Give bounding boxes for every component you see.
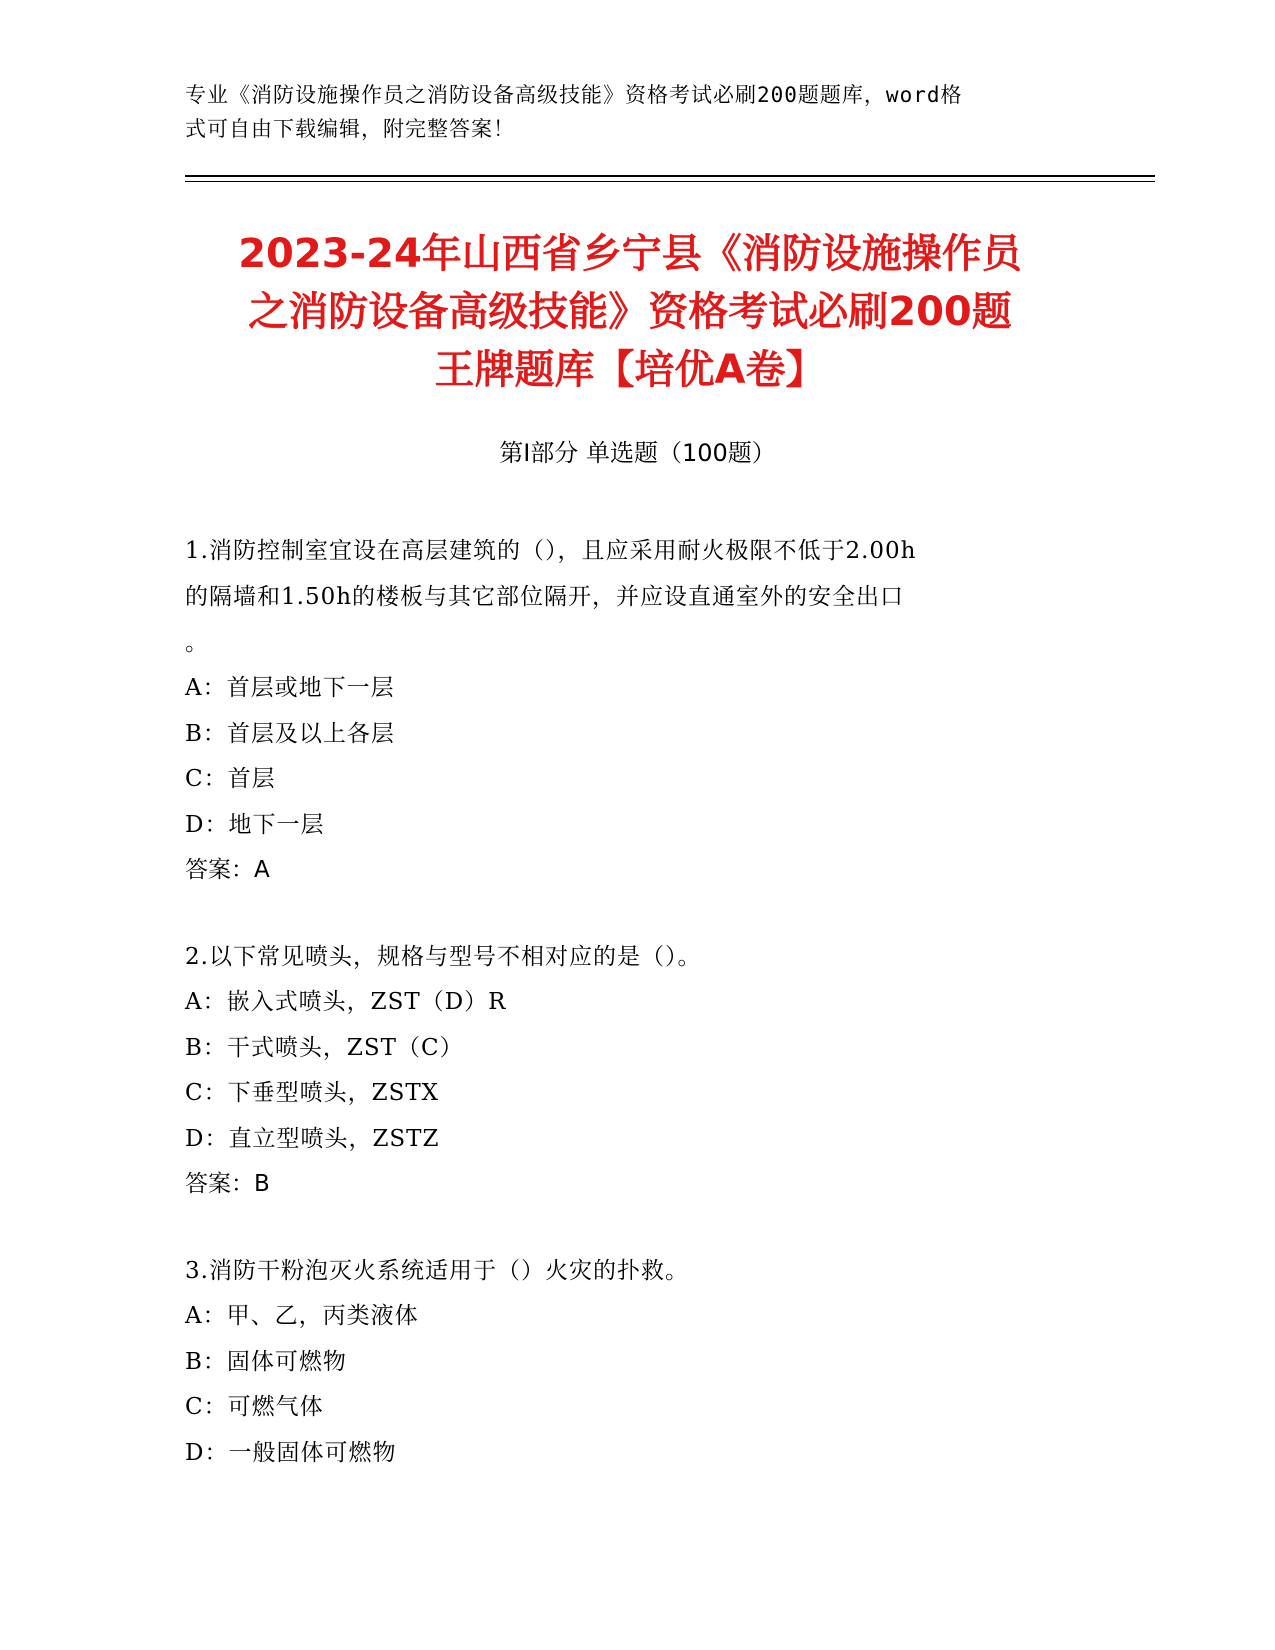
option-d: D：地下一层 [185, 811, 325, 838]
header-divider-thin [185, 181, 1155, 182]
option-d: D：一般固体可燃物 [185, 1439, 397, 1466]
document-title-line-1: 2023-24年山西省乡宁县《消防设施操作员 [238, 231, 1022, 277]
question-stem-line: 2.以下常见喷头，规格与型号不相对应的是（）。 [185, 944, 702, 970]
header-note-line-2: 式可自由下载编辑，附完整答案！ [185, 117, 515, 141]
question-stem-line: 3.消防干粉泡灭火系统适用于（）火灾的扑救。 [185, 1258, 689, 1284]
option-d: D：直立型喷头，ZSTZ [185, 1125, 440, 1152]
option-b: B：首层及以上各层 [185, 720, 395, 747]
option-b: B：固体可燃物 [185, 1348, 347, 1375]
answer: 答案：A [185, 857, 270, 883]
document-title-line-2: 之消防设备高级技能》资格考试必刷200题 [248, 289, 1012, 335]
option-c: C：首层 [185, 766, 276, 792]
section-title: 第I部分 单选题（100题） [499, 439, 776, 467]
answer: 答案：B [185, 1171, 270, 1197]
option-c: C：下垂型喷头，ZSTX [185, 1080, 440, 1106]
question-1 [185, 528, 1085, 892]
question-3 [185, 1248, 1085, 1476]
header-note [185, 78, 1085, 146]
question-stem-line: 1.消防控制室宜设在高层建筑的（），且应采用耐火极限不低于2.00h [185, 538, 917, 564]
option-c: C：可燃气体 [185, 1394, 324, 1420]
option-a: A：甲、乙，丙类液体 [185, 1303, 419, 1329]
header-note-line-1: 专业《消防设施操作员之消防设备高级技能》资格考试必刷200题题库，word格 [185, 83, 963, 107]
document-title-line-3: 王牌题库【培优A卷】 [434, 347, 826, 393]
question-2 [185, 934, 1085, 1206]
question-stem-line: 。 [185, 630, 209, 656]
header-divider-thick [185, 175, 1155, 177]
document-title [170, 225, 1090, 399]
question-list [185, 528, 1085, 1518]
option-b: B：干式喷头，ZST（C） [185, 1034, 464, 1061]
option-a: A：首层或地下一层 [185, 675, 395, 701]
option-a: A：嵌入式喷头，ZST（D）R [185, 989, 507, 1015]
question-stem-line: 的隔墙和1.50h的楼板与其它部位隔开，并应设直通室外的安全出口 [185, 584, 905, 610]
